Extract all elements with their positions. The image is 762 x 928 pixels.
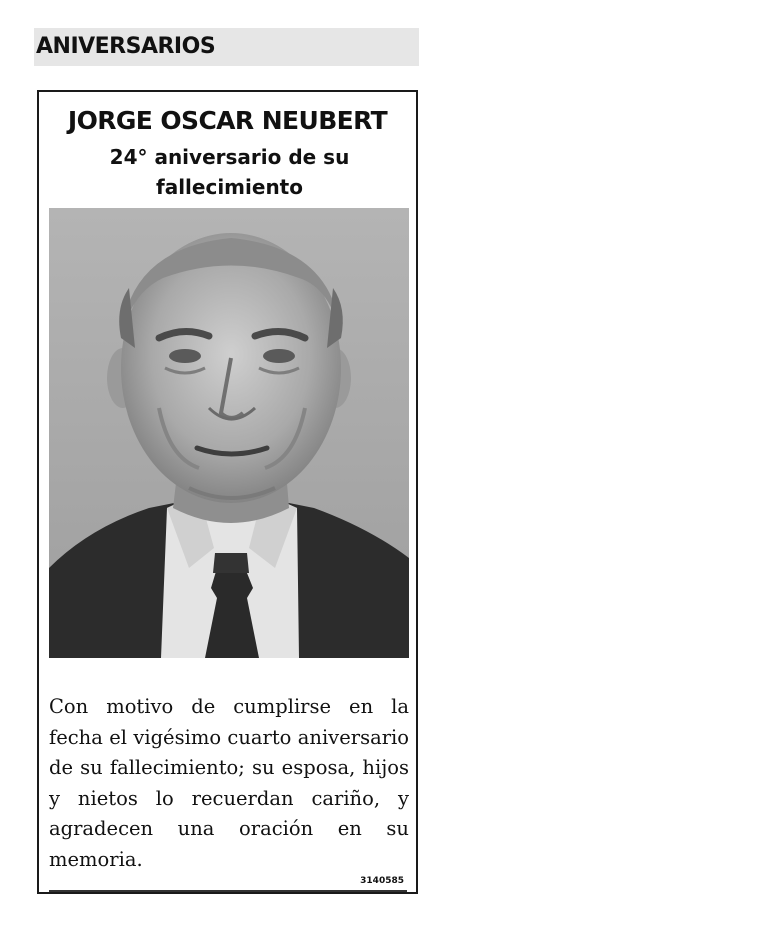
ad-code: 3140585	[360, 876, 404, 886]
anniversary-subtitle: 24° aniversario de su fallecimiento	[109, 145, 350, 199]
section-header	[34, 28, 419, 66]
section-title: ANIVERSARIOS	[36, 34, 216, 59]
portrait-photo	[49, 208, 409, 658]
portrait-photo-image	[49, 208, 409, 658]
notice-body-text: Con motivo de cumplirse en la fecha el vigésimo cuarto aniversario de su fallecimiento; su esposa, hijos y nietos lo recuerdan cariño, y agradecen una oración en su memoria.	[49, 695, 409, 871]
bottom-divider	[49, 890, 407, 892]
deceased-name: JORGE OSCAR NEUBERT	[67, 106, 388, 135]
obituary-notice	[37, 90, 418, 894]
